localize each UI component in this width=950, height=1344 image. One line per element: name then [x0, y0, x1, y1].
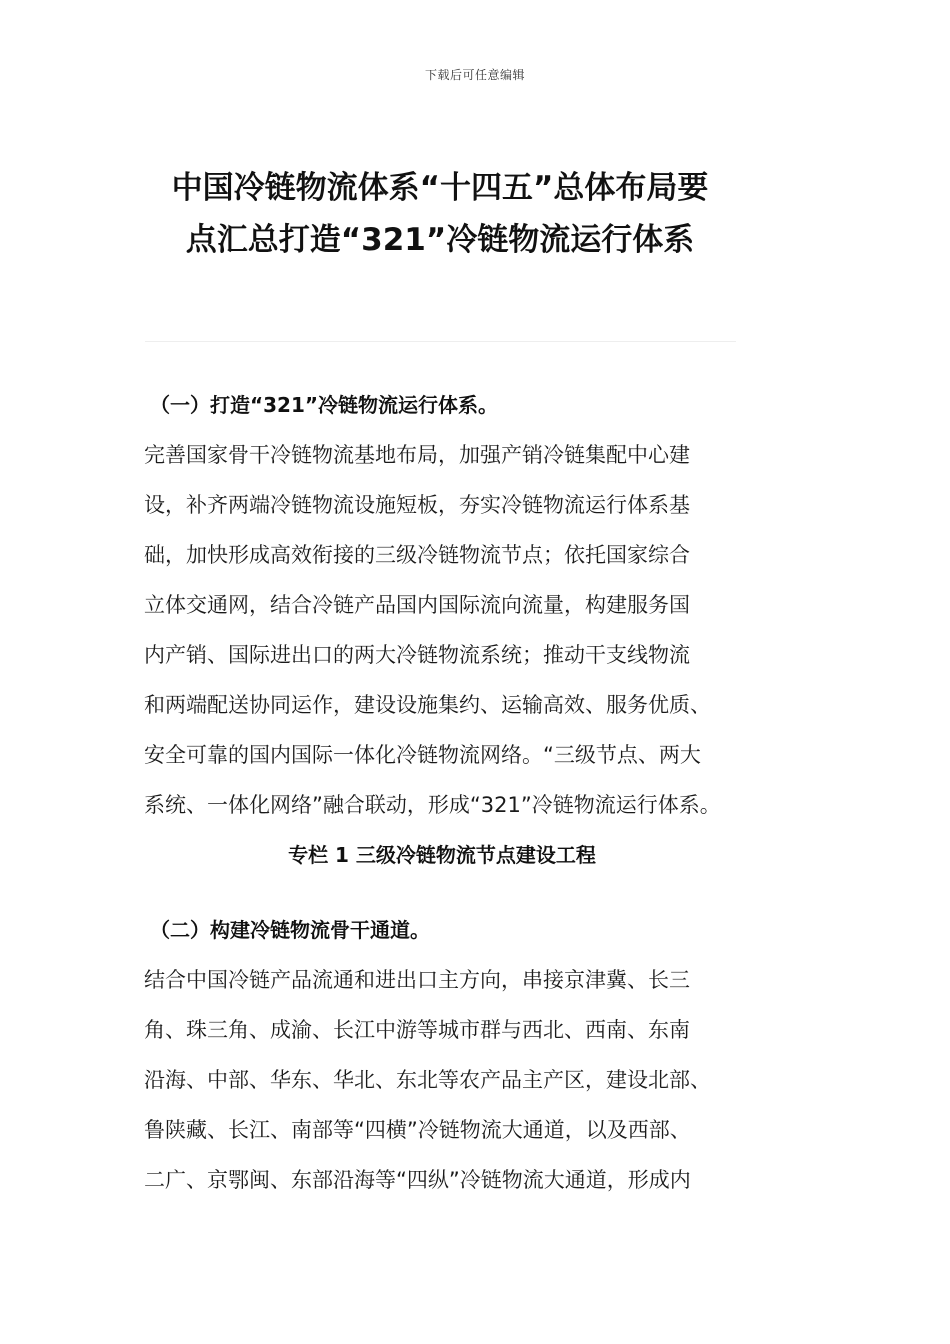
section-2-heading: （二）构建冷链物流骨干通道。	[150, 918, 430, 942]
title-line-2: 点汇总打造“321”冷链物流运行体系	[185, 222, 695, 258]
paragraph-line: 沿海、中部、华东、华北、东北等农产品主产区，建设北部、	[144, 1068, 711, 1092]
paragraph-line: 二广、京鄂闽、东部沿海等“四纵”冷链物流大通道，形成内	[144, 1168, 691, 1192]
paragraph-line: 和两端配送协同运作，建设设施集约、运输高效、服务优质、	[144, 693, 711, 717]
paragraph-line: 安全可靠的国内国际一体化冷链物流网络。“三级节点、两大	[144, 743, 701, 767]
column-1-title: 专栏 1 三级冷链物流节点建设工程	[288, 843, 596, 867]
paragraph-line: 立体交通网，结合冷链产品国内国际流向流量，构建服务国	[144, 593, 690, 617]
paragraph-line: 完善国家骨干冷链物流基地布局，加强产销冷链集配中心建	[144, 443, 690, 467]
title-line-1: 中国冷链物流体系“十四五”总体布局要	[171, 170, 709, 206]
paragraph-line: 鲁陕藏、长江、南部等“四横”冷链物流大通道，以及西部、	[144, 1118, 691, 1142]
document-body	[144, 380, 764, 1205]
paragraph-line: 设，补齐两端冷链物流设施短板，夯实冷链物流运行体系基	[144, 493, 690, 517]
paragraph-line: 系统、一体化网络”融合联动，形成“321”冷链物流运行体系。	[144, 793, 721, 817]
paragraph-line: 内产销、国际进出口的两大冷链物流系统；推动干支线物流	[144, 643, 690, 667]
document-title	[130, 162, 750, 266]
section-1-heading: （一）打造“321”冷链物流运行体系。	[150, 393, 499, 417]
spacer	[144, 880, 764, 905]
section-1-paragraph	[144, 430, 764, 830]
divider	[145, 341, 736, 342]
header-note: 下载后可任意编辑	[424, 68, 525, 82]
paragraph-line: 角、珠三角、成渝、长江中游等城市群与西北、西南、东南	[144, 1018, 690, 1042]
section-2-paragraph	[144, 955, 764, 1205]
paragraph-line: 结合中国冷链产品流通和进出口主方向，串接京津冀、长三	[144, 968, 690, 992]
paragraph-line: 础，加快形成高效衔接的三级冷链物流节点；依托国家综合	[144, 543, 690, 567]
